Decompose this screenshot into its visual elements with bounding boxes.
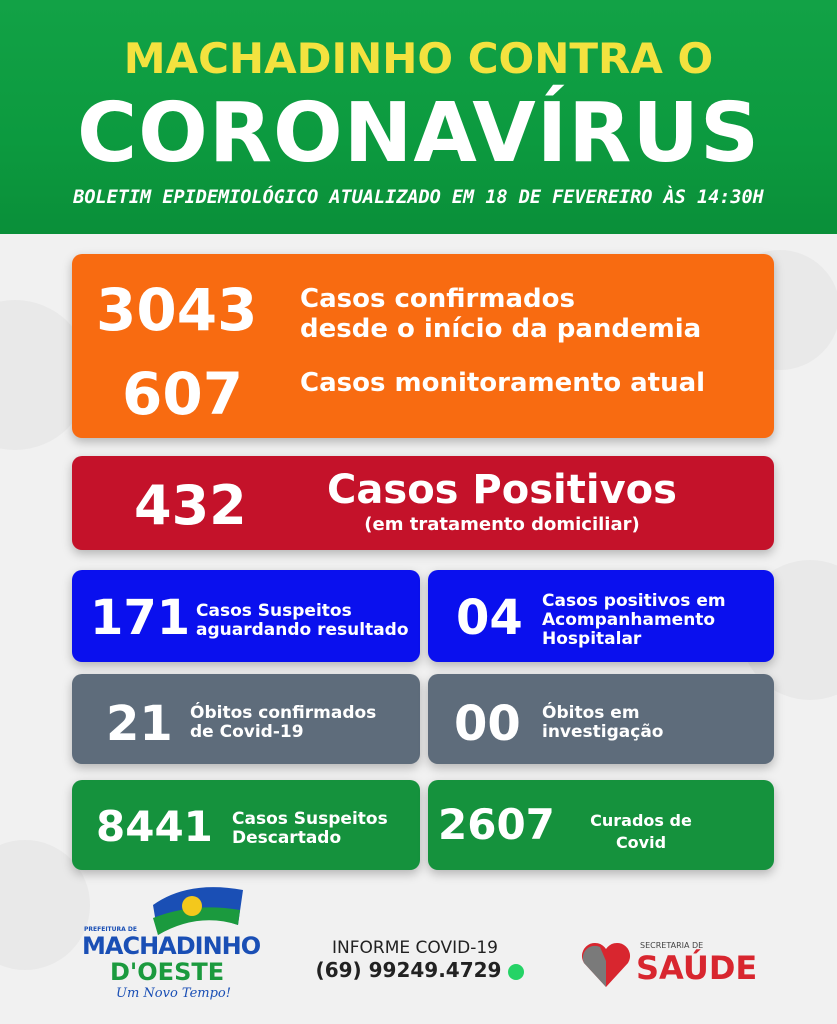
monitoring-label: Casos monitoramento atual (300, 368, 706, 398)
suspects-label: Casos Suspeitos aguardando resultado (196, 601, 409, 640)
machadinho-logo (78, 880, 261, 1010)
header-banner (0, 0, 837, 234)
positive-cases-sublabel: (em tratamento domiciliar) (364, 514, 640, 535)
confirmed-cases-value: 3043 (96, 276, 258, 344)
suspects-card (72, 570, 420, 662)
logo-slogan: Um Novo Tempo! (116, 986, 231, 1001)
phone-number: (69) 99249.4729 (315, 958, 502, 982)
logo-small-text: PREFEITURA DE (84, 926, 137, 933)
deaths-investigation-card (428, 674, 774, 764)
confirmed-cases-label: Casos confirmados desde o início da pandemia (300, 284, 702, 344)
confirmed-cases-card (72, 254, 774, 438)
header-subtitle: MACHADINHO CONTRA O (123, 34, 714, 83)
saude-text: SAÚDE (636, 949, 758, 987)
positive-cases-label: Casos Positivos (327, 467, 677, 513)
discarded-label: Casos Suspeitos Descartado (232, 809, 388, 848)
suspects-value: 171 (90, 590, 191, 646)
flag-sun-icon (148, 880, 248, 940)
deaths-label: Óbitos confirmados de Covid-19 (190, 703, 377, 742)
cured-value: 2607 (438, 800, 555, 849)
positive-cases-card (72, 456, 774, 550)
heart-icon (580, 941, 632, 989)
header-title: CORONAVÍRUS (76, 86, 760, 181)
deaths-investigation-value: 00 (454, 696, 521, 752)
whatsapp-icon (508, 964, 524, 980)
hospital-label: Casos positivos em Acompanhamento Hospitalar (542, 591, 726, 649)
saude-logo (580, 935, 770, 995)
logo-name2: D'OESTE (110, 958, 225, 986)
discarded-card (72, 780, 420, 870)
cured-card (428, 780, 774, 870)
informe-phone (300, 958, 540, 982)
hospital-value: 04 (456, 590, 523, 646)
cured-label: Curados de Covid (590, 811, 692, 852)
bulletin-date: BOLETIM EPIDEMIOLÓGICO ATUALIZADO EM 18 DE FEVEREIRO ÀS 14:30H (73, 187, 764, 208)
deaths-investigation-label: Óbitos em investigação (542, 703, 664, 742)
informe-label: INFORME COVID-19 (332, 938, 498, 958)
hospital-card (428, 570, 774, 662)
saude-small-text: SECRETARIA DE (640, 941, 704, 950)
deaths-value: 21 (106, 696, 173, 752)
monitoring-value: 607 (122, 360, 244, 428)
logo-name1: MACHADINHO (82, 932, 261, 960)
positive-cases-value: 432 (134, 474, 247, 537)
deaths-card (72, 674, 420, 764)
discarded-value: 8441 (96, 802, 213, 851)
